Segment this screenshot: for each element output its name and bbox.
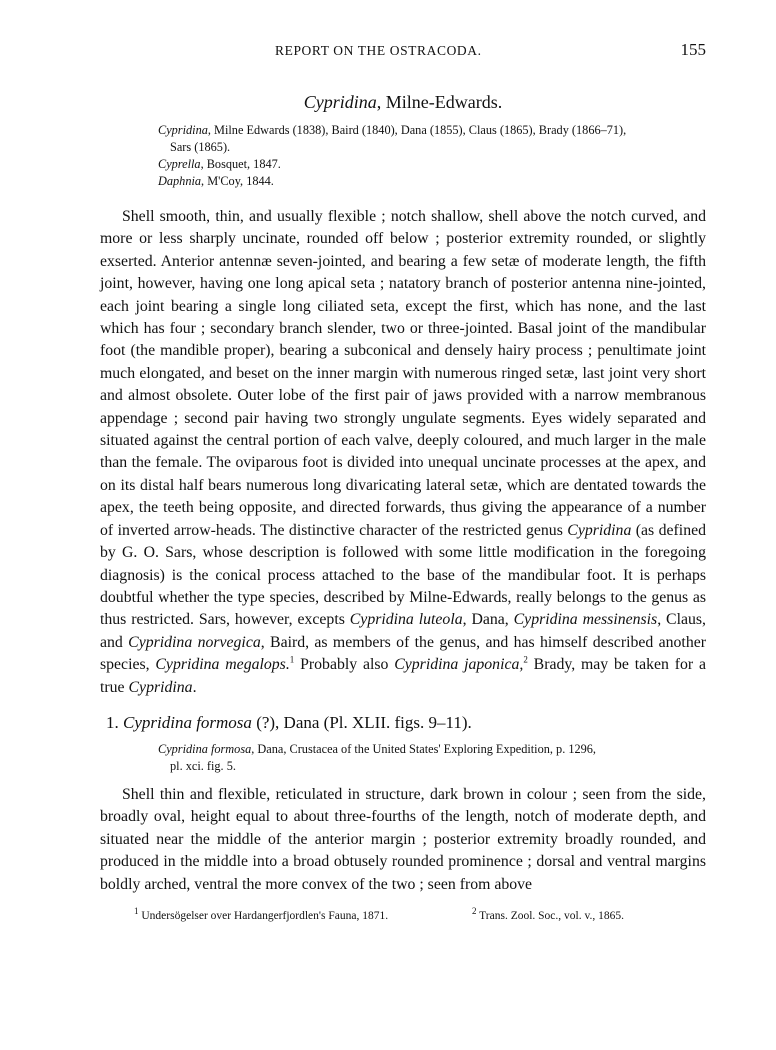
footnote-mark: 1 bbox=[134, 906, 139, 917]
species-reference-name: Cypridina formosa bbox=[158, 741, 252, 756]
species-heading bbox=[100, 713, 706, 733]
text-run: . bbox=[192, 678, 197, 696]
footnotes bbox=[100, 906, 706, 928]
synonym-name: Cypridina bbox=[158, 123, 208, 137]
italic-taxon: Cypridina megalops. bbox=[155, 656, 290, 674]
running-head bbox=[100, 38, 706, 62]
genus-author: , Milne-Edwards. bbox=[376, 92, 503, 112]
species-description-paragraph: Shell thin and flexible, reticulated in structure, dark brown in colour ; seen from the side, broadly oval, height equal to about three-fourths of the length, notch of moderate depth, and situated near the middle of the anterior margin ; posterior extremity broadly rounded, and produced in the middle into a broad obtusely rounded prominence ; dorsal and ventral margins boldly arched, ventral the more convex of the two ; seen from above bbox=[100, 785, 706, 893]
species-reference bbox=[158, 741, 706, 775]
italic-taxon: Cypridina norvegica bbox=[128, 633, 261, 651]
running-head-title: REPORT ON THE OSTRACODA. bbox=[275, 43, 482, 58]
synonym-citation: , Milne Edwards (1838), Baird (1840), Dana (1855), Claus (1865), Brady (1866–71), bbox=[207, 123, 627, 137]
italic-taxon: Cypridina messinensis bbox=[513, 611, 658, 629]
synonymy-entry bbox=[158, 156, 706, 173]
italic-taxon: Cypridina japonica, bbox=[394, 656, 524, 674]
page bbox=[100, 38, 706, 928]
synonymy-entry bbox=[158, 173, 706, 190]
species-number: 1. bbox=[106, 712, 123, 732]
text-run: Brady, may be taken for a true bbox=[100, 656, 707, 696]
footnote-mark: 2 bbox=[472, 906, 477, 917]
page-number: 155 bbox=[680, 40, 706, 59]
text-run: , Dana, bbox=[462, 611, 514, 629]
genus-heading bbox=[100, 92, 706, 113]
text-run: , Baird, as members of the genus, and has himself described another species, bbox=[100, 633, 706, 674]
text-run: Shell smooth, thin, and usually flexible ; notch shallow, shell above the notch curved, and more or less sharply uncinate, rounded off below ; posterior extremity rounded, or slightly exserted. Anterior antennæ seven-jointed, and bearing a few setæ of moderate length, the fifth joint, however, having one long apical seta ; natatory branch of posterior antenna nine-jointed, each joint bearing a single long ciliated seta, except the first, which has none, and the last which has four ; secondary branch slender, two or three-jointed. Basal joint of the mandibular foot (the mandible proper), bearing a subconical and densely hairy process ; penultimate joint much elongated, and beset on the inner margin with numerous ringed setæ, last joint very short and almost obsolete. Outer lobe of the first pair of jaws provided with a narrow membranous appendage ; second pair having two strongly ungulate segments. Eyes widely separated and situated against the central portion of each valve, deeply coloured, and much larger in the male than the female. The oviparous foot is divided into unequal uncinate processes at the apex, and on its distal half bears numerous long divaricating lateral setæ, which are dentated towards the apex, the teeth being opposite, and directed forwards, thus giving the appearance of a number of inverted arrow-heads. The distinctive character of the restricted genus bbox=[100, 208, 706, 539]
text-run: Probably also bbox=[294, 656, 395, 674]
species-reference-citation: , Dana, Crustacea of the United States' Exploring Expedition, p. 1296, bbox=[251, 741, 597, 756]
italic-taxon: Cypridina bbox=[128, 678, 193, 696]
footnote-ref: 2 bbox=[523, 654, 528, 665]
species-heading-rest: (?), Dana (Pl. XLII. figs. 9–11). bbox=[251, 712, 472, 732]
synonym-citation: , M'Coy, 1844. bbox=[201, 174, 274, 188]
italic-taxon: Cypridina bbox=[567, 521, 632, 539]
synonymy-entry bbox=[158, 122, 706, 139]
synonym-name: Cyprella bbox=[158, 157, 201, 171]
synonymy-list bbox=[158, 122, 706, 190]
genus-name: Cypridina bbox=[303, 92, 377, 112]
italic-taxon: Cypridina luteola bbox=[349, 611, 463, 629]
footnote-2 bbox=[472, 906, 624, 922]
species-reference-line bbox=[158, 741, 706, 758]
genus-description-paragraph bbox=[100, 206, 706, 699]
text-run: , Claus, and bbox=[100, 611, 706, 651]
species-reference-continuation: pl. xci. fig. 5. bbox=[170, 758, 236, 773]
synonym-citation: , Bosquet, 1847. bbox=[200, 157, 281, 171]
footnote-text: Undersögelser over Hardangerfjordlen's Fauna, 1871. bbox=[138, 909, 389, 922]
text-run: (as defined by G. O. Sars, whose description is followed with some little modification in the foregoing diagnosis) is the conical process attached to the base of the mandibular foot. It is perhaps doubtful whether the type species, described by Milne-Edwards, really belongs to the genus as thus restricted. Sars, however, excepts bbox=[100, 521, 707, 629]
synonym-name: Daphnia bbox=[158, 174, 202, 188]
footnote-ref: 1 bbox=[289, 654, 295, 665]
footnote-1 bbox=[134, 906, 389, 922]
synonymy-entry-continuation: Sars (1865). bbox=[170, 140, 231, 154]
species-name: Cypridina formosa bbox=[123, 712, 252, 732]
footnote-text: Trans. Zool. Soc., vol. v., 1865. bbox=[476, 909, 624, 922]
